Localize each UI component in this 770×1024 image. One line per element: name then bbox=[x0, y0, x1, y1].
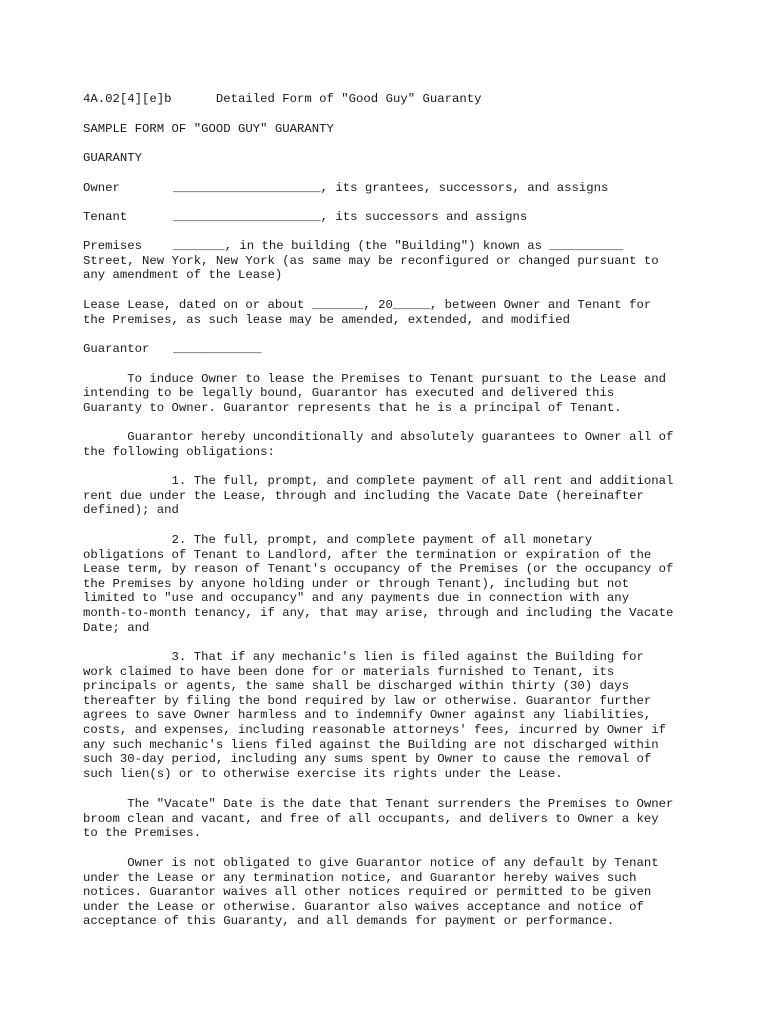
paragraph-line: such 30-day period, including any sums spent by Owner to cause the removal of bbox=[83, 752, 652, 767]
paragraph-line: such lien(s) or to otherwise exercise its rights under the Lease. bbox=[83, 766, 563, 781]
paragraph-line: intending to be legally bound, Guarantor has executed and delivered this bbox=[83, 386, 615, 401]
premises-line-2: Street, New York, New York (as same may be reconfigured or changed pursuant to bbox=[83, 253, 659, 268]
obligation-1-paragraph bbox=[83, 474, 673, 518]
section-number: 4A.02[4][e]b bbox=[83, 92, 172, 106]
owner-value: ____________________, its grantees, successors, and assigns bbox=[173, 180, 609, 195]
guarantor-field bbox=[83, 342, 262, 357]
paragraph-line: to the Premises. bbox=[83, 826, 202, 841]
lease-line-1: Lease Lease, dated on or about _______, 20_____, between Owner and Tenant for bbox=[83, 298, 652, 312]
paragraph-line: The "Vacate" Date is the date that Tenant surrenders the Premises to Owner bbox=[83, 797, 674, 811]
paragraph-line: limited to "use and occupancy" and any payments due in connection with any bbox=[83, 591, 630, 606]
paragraph-line: costs, and expenses, including reasonable attorneys' fees, incurred by Owner if bbox=[83, 722, 666, 737]
paragraph-line: Lease term, by reason of Tenant's occupancy of the Premises (or the occupancy of bbox=[83, 562, 674, 577]
paragraph-line: broom clean and vacant, and free of all occupants, and delivers to Owner a key bbox=[83, 811, 659, 826]
paragraph-line: thereafter by filing the bond required by law or otherwise. Guarantor further bbox=[83, 693, 652, 708]
guarantor-value: ____________ bbox=[173, 342, 262, 356]
notice-waiver-paragraph bbox=[83, 856, 659, 929]
sample-form-title: SAMPLE FORM OF "GOOD GUY" GUARANTY bbox=[83, 121, 334, 136]
paragraph-line: principals or agents, the same shall be discharged within thirty (30) days bbox=[83, 679, 630, 694]
obligation-3-paragraph bbox=[83, 650, 666, 781]
paragraph-line: the following obligations: bbox=[83, 444, 275, 459]
paragraph-line: under the Lease or any termination notice, and Guarantor hereby waives such bbox=[83, 870, 637, 885]
tenant-field bbox=[83, 210, 527, 225]
paragraph-line: To induce Owner to lease the Premises to Tenant pursuant to the Lease and bbox=[83, 371, 666, 386]
paragraph-line: Guaranty to Owner. Guarantor represents that he is a principal of Tenant. bbox=[83, 400, 622, 415]
guaranty-heading: GUARANTY bbox=[83, 151, 143, 165]
paragraph-line: 3. That if any mechanic's lien is filed against the Building for bbox=[83, 650, 644, 664]
paragraph-line: Date; and bbox=[83, 620, 150, 635]
paragraph-line: agrees to save Owner harmless and to indemnify Owner against any liabilities, bbox=[83, 708, 652, 723]
section-header bbox=[83, 92, 482, 107]
obligation-2-paragraph bbox=[83, 533, 673, 635]
lease-field bbox=[83, 298, 651, 327]
section-title: Detailed Form of "Good Guy" Guaranty bbox=[215, 92, 482, 106]
paragraph-line: under the Lease or otherwise. Guarantor also waives acceptance and notice of bbox=[83, 899, 644, 914]
premises-field bbox=[83, 239, 659, 283]
paragraph-line: 2. The full, prompt, and complete payment of all monetary bbox=[83, 533, 593, 547]
paragraph-line: any such mechanic's liens filed against the Building are not discharged within bbox=[83, 737, 659, 752]
premises-line-1: _______, in the building (the "Building") known as __________ bbox=[173, 239, 624, 253]
paragraph-line: defined); and bbox=[83, 503, 179, 518]
premises-label: Premises bbox=[83, 239, 143, 253]
tenant-value: ____________________, its successors and assigns bbox=[173, 210, 528, 224]
lease-line-2: the Premises, as such lease may be amended, extended, and modified bbox=[83, 312, 571, 327]
paragraph-line: month-to-month tenancy, if any, that may arise, through and including the Vacate bbox=[83, 605, 674, 620]
premises-line-3: any amendment of the Lease) bbox=[83, 268, 283, 283]
paragraph-line: obligations of Tenant to Landlord, after the termination or expiration of the bbox=[83, 547, 652, 562]
vacate-date-paragraph bbox=[83, 797, 673, 841]
owner-field bbox=[83, 181, 608, 196]
paragraph-line: work claimed to have been done for or materials furnished to Tenant, its bbox=[83, 664, 615, 679]
guarantee-intro-paragraph bbox=[83, 430, 673, 459]
guarantor-label: Guarantor bbox=[83, 342, 150, 356]
paragraph-line: acceptance of this Guaranty, and all demands for payment or performance. bbox=[83, 914, 615, 929]
tenant-label: Tenant bbox=[83, 210, 128, 224]
paragraph-line: Guarantor hereby unconditionally and absolutely guarantees to Owner all of bbox=[83, 430, 674, 444]
owner-label: Owner bbox=[83, 180, 120, 195]
inducement-paragraph bbox=[83, 372, 666, 416]
paragraph-line: rent due under the Lease, through and including the Vacate Date (hereinafter bbox=[83, 488, 644, 503]
paragraph-line: 1. The full, prompt, and complete payment of all rent and additional bbox=[83, 474, 674, 488]
paragraph-line: Owner is not obligated to give Guarantor notice of any default by Tenant bbox=[83, 856, 659, 870]
paragraph-line: the Premises by anyone holding under or through Tenant), including but not bbox=[83, 576, 630, 591]
paragraph-line: notices. Guarantor waives all other notices required or permitted to be given bbox=[83, 885, 652, 900]
